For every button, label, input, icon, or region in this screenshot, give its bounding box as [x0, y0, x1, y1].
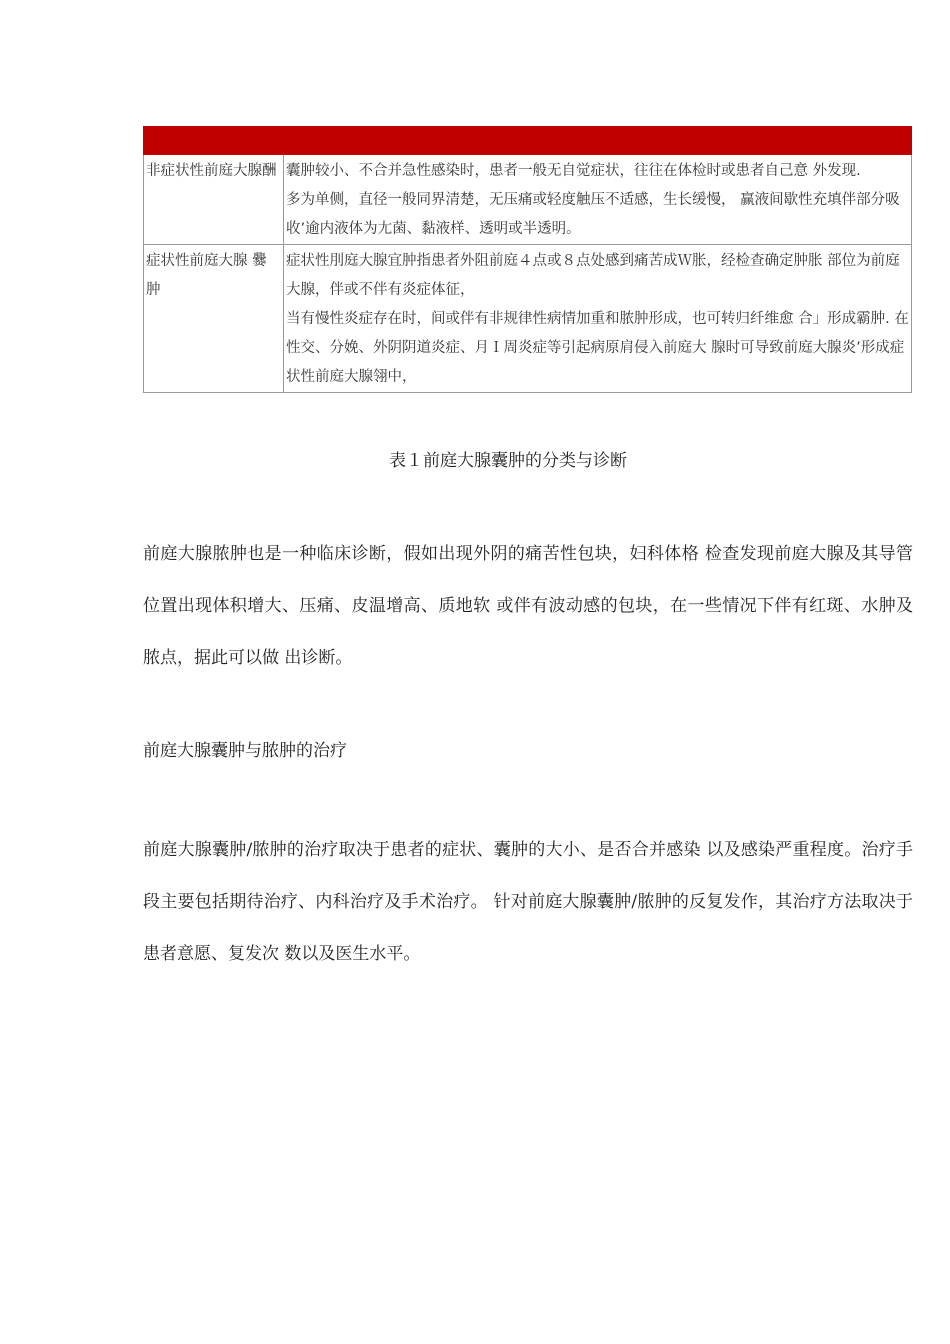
description-line: 症状性刖庭大腺宜肿指患者外阻前庭４点或８点处感到痛苦成Ｗ胀，经检查确定肿胀 部位为前庭大腺，伴或不伴有炎症体征， [286, 253, 900, 298]
table-header-cell [144, 127, 912, 155]
description-line: 多为单侧，直径一般同界清楚，无压痛或轻度触压不适感，生长缓慢， 赢液间歇性充填伴部分吸收’逾内液体为尢菌、黏液样、透明或半透明。 [286, 192, 900, 237]
table-cell-type: 非症状性前庭大腺酬 [144, 155, 284, 245]
classification-table-container [143, 126, 911, 393]
classification-table [143, 126, 912, 393]
table-cell-type: 症状性前庭大腺 爨肿 [144, 245, 284, 393]
body-paragraph: 前庭大腺囊肿/脓肿的治疗取决于患者的症状、囊肿的大小、是否合并感染 以及感染严重程度。治疗手段主要包括期待治疗、内科治疗及手术治疗。 针对前庭大腺囊肿/脓肿的反复发作，其治疗方法取决于患者意愿、复发次 数以及医生水平。 [143, 840, 913, 964]
table-caption: 表１前庭大腺囊肿的分类与诊断 [389, 451, 627, 471]
description-line: 囊肿较小、不合并急性感染时，患者一般无自觉症状，往往在体检时或患者自己意 外发现. [286, 163, 861, 179]
section-heading: 前庭大腺囊肿与脓肿的治疗 [143, 741, 347, 761]
table-cell-description [284, 245, 912, 393]
table-cell-description [284, 155, 912, 245]
description-line: 当有慢性炎症存在时，间或伴有非规律性病情加重和脓肿形成，也可转归纤维愈 合」形成霸肿. 在性交、分娩、外阴阴道炎症、月Ｉ周炎症等引起病原肩侵入前庭大 腺时可导致前庭大腺炎’形成症状性前庭大腺翎中， [286, 311, 909, 385]
table-row [144, 155, 912, 245]
body-paragraph: 前庭大腺脓肿也是一种临床诊断，假如出现外阴的痛苦性包块，妇科体格 检查发现前庭大腺及其导管位置出现体积增大、压痛、皮温增高、质地软 或伴有波动感的包块，在一些情况下伴有红斑、水肿及脓点，据此可以做 出诊断。 [143, 544, 913, 668]
table-row [144, 245, 912, 393]
table-header-band [144, 127, 912, 155]
